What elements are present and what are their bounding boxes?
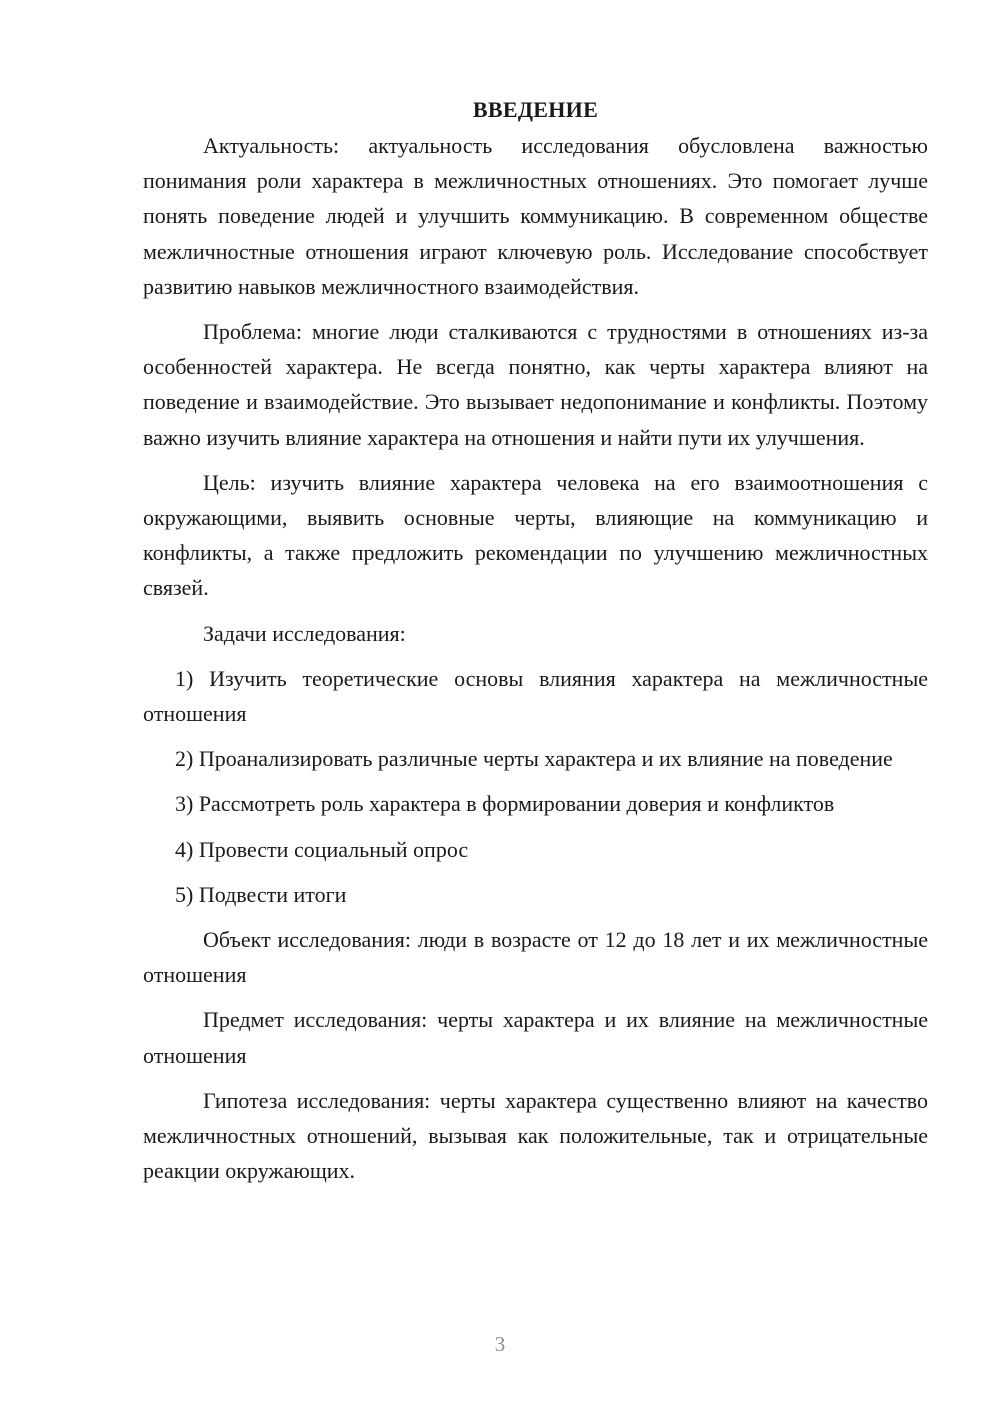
task-item: 1) Изучить теоретические основы влияния характера на межличностные отношения [143, 665, 928, 727]
page-content [143, 92, 928, 1198]
task-item: 4) Провести социальный опрос [175, 836, 469, 862]
page-number: 3 [494, 1332, 506, 1356]
problem-paragraph: Проблема: многие люди сталкиваются с трудностями в отношениях из-за особенностей характера. Не всегда понятно, как черты характера влияют на поведение и взаимодействие. Это вызывает недопонимание и конфликты. Поэтому важно изучить влияние характера на отношения и найти пути их улучшения. [143, 319, 928, 450]
relevance-paragraph: Актуальность: актуальность исследования обусловлена важностью понимания роли характера в межличностных отношениях. Это помогает лучше понять поведение людей и улучшить коммуникацию. В современном обществе межличностные отношения играют ключевую роль. Исследование способствует развитию навыков межличностного взаимодействия. [143, 133, 928, 299]
tasks-list [143, 661, 928, 912]
hypothesis-paragraph: Гипотеза исследования: черты характера существенно влияют на качество межличностных отношений, вызывая как положительные, так и отрицательные реакции окружающих. [143, 1087, 928, 1184]
task-item: 2) Проанализировать различные черты характера и их влияние на поведение [175, 746, 893, 772]
subject-paragraph: Предмет исследования: черты характера и их влияние на межличностные отношения [143, 1007, 928, 1068]
object-paragraph: Объект исследования: люди в возрасте от 12 до 18 лет и их межличностные отношения [143, 927, 928, 988]
task-item: 3) Рассмотреть роль характера в формировании доверия и конфликтов [175, 791, 835, 817]
goal-paragraph: Цель: изучить влияние характера человека на его взаимоотношения с окружающими, выявить основные черты, влияющие на коммуникацию и конфликты, а также предложить рекомендации по улучшению межличностных связей. [143, 469, 928, 601]
section-title: ВВЕДЕНИЕ [472, 97, 599, 122]
task-item: 5) Подвести итоги [175, 881, 347, 907]
tasks-heading: Задачи исследования: [203, 620, 406, 646]
